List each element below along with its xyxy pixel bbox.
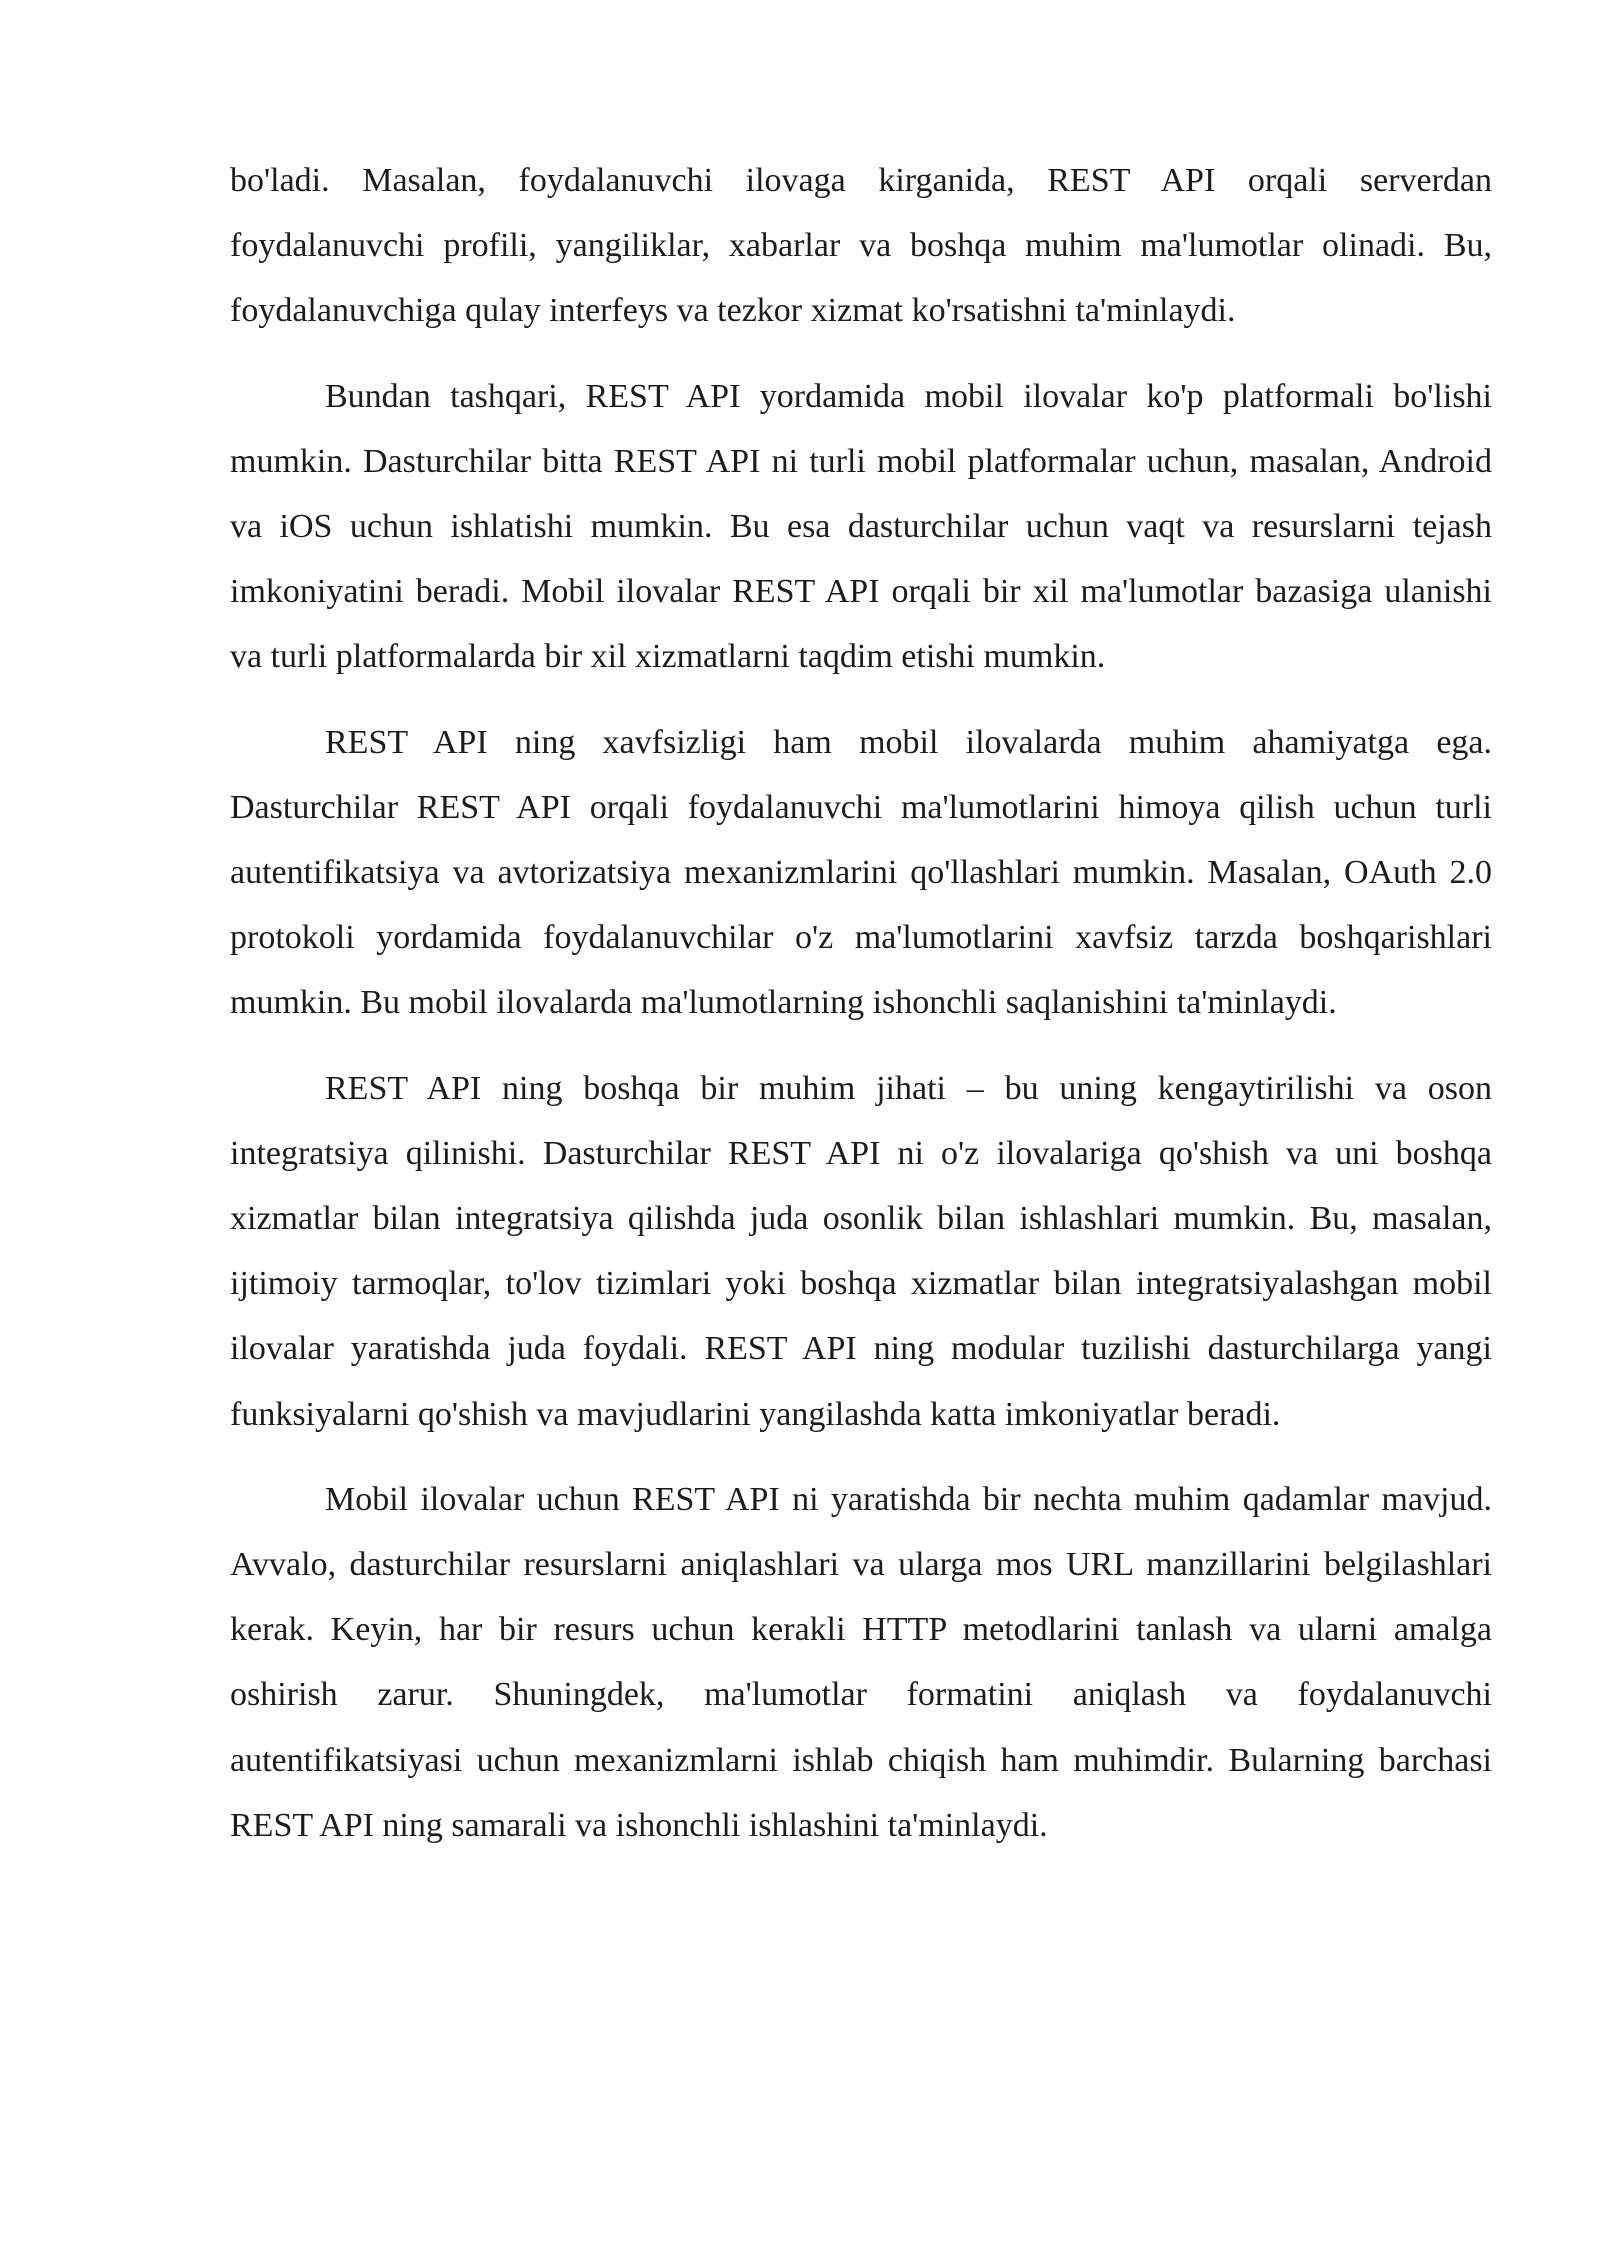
paragraph-3: REST API ning xavfsizligi ham mobil ilovalarda muhim ahamiyatga ega. Dasturchilar REST API orqali foydalanuvchi ma'lumotlarini himoya qilish uchun turli autentifikatsiya va avtorizatsiya mexanizmlarini qo'llashlari mumkin. Masalan, OAuth 2.0 protokoli yordamida foydalanuvchilar o'z ma'lumotlarini xavfsiz tarzda boshqarishlari mumkin. Bu mobil ilovalarda ma'lumotlarning ishonchli saqlanishini ta'minlaydi. [230, 723, 1492, 1022]
paragraph-4: REST API ning boshqa bir muhim jihati – bu uning kengaytirilishi va oson integratsiya qilinishi. Dasturchilar REST API ni o'z ilovalariga qo'shish va uni boshqa xizmatlar bilan integratsiya qilishda juda osonlik bilan ishlashlari mumkin. Bu, masalan, ijtimoiy tarmoqlar, to'lov tizimlari yoki boshqa xizmatlar bilan integratsiyalashgan mobil ilovalar yaratishda juda foydali. REST API ning modular tuzilishi dasturchilarga yangi funksiyalarni qo'shish va mavjudlarini yangilashda katta imkoniyatlar beradi. [230, 1069, 1492, 1433]
paragraph-5: Mobil ilovalar uchun REST API ni yaratishda bir nechta muhim qadamlar mavjud. Avvalo, dasturchilar resurslarni aniqlashlari va ularga mos URL manzillarini belgilashlari kerak. Keyin, har bir resurs uchun kerakli HTTP metodlarini tanlash va ularni amalga oshirish zarur. Shuningdek, ma'lumotlar formatini aniqlash va foydalanuvchi autentifikatsiyasi uchun mexanizmlarni ishlab chiqish ham muhimdir. Bularning barchasi REST API ning samarali va ishonchli ishlashini ta'minlaydi. [230, 1480, 1492, 1844]
paragraph-2: Bundan tashqari, REST API yordamida mobil ilovalar ko'p platformali bo'lishi mumkin. Dasturchilar bitta REST API ni turli mobil platformalar uchun, masalan, Android va iOS uchun ishlatishi mumkin. Bu esa dasturchilar uchun vaqt va resurslarni tejash imkoniyatini beradi. Mobil ilovalar REST API orqali bir xil ma'lumotlar bazasiga ulanishi va turli platformalarda bir xil xizmatlarni taqdim etishi mumkin. [230, 377, 1492, 676]
document-body [230, 148, 1492, 1878]
paragraph-1: bo'ladi. Masalan, foydalanuvchi ilovaga kirganida, REST API orqali serverdan foydalanuvchi profili, yangiliklar, xabarlar va boshqa muhim ma'lumotlar olinadi. Bu, foydalanuvchiga qulay interfeys va tezkor xizmat ko'rsatishni ta'minlaydi. [230, 162, 1492, 330]
